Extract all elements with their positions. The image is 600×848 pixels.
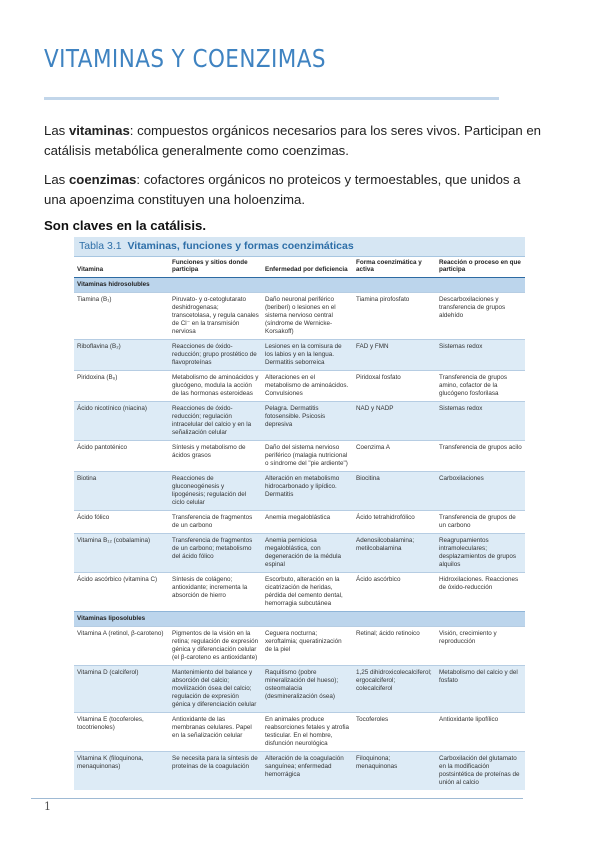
table-cell: Daño del sistema nervioso periférico (malagia nutricional o síndrome del "pie ardiente"): [262, 440, 353, 471]
table-cell: Carboxilaciones: [436, 471, 525, 510]
table-caption: [74, 237, 525, 257]
table-cell: Síntesis de colágeno; antioxidante; incrementa la absorción de hierro: [169, 572, 262, 611]
p2-before: Las: [44, 172, 69, 187]
table-row: [74, 339, 525, 370]
section-label: Vitaminas liposolubles: [74, 611, 525, 626]
table-cell: Ácido tetrahidrofólico: [353, 510, 436, 533]
claves-heading: Son claves en la catálisis.: [44, 218, 207, 233]
table-row: [74, 510, 525, 533]
vitamins-data-table: [74, 257, 525, 790]
table-cell: Ácido nicotínico (niacina): [74, 401, 169, 440]
table-row: [74, 751, 525, 790]
table-cell: Biocitina: [353, 471, 436, 510]
table-cell: Reacciones de gluconeogénesis y lipogénesis; regulación del ciclo celular: [169, 471, 262, 510]
page-number: 1: [44, 800, 51, 813]
table-body: [74, 277, 525, 790]
table-cell: Ceguera nocturna; xeroftalmia; queratinización de la piel: [262, 626, 353, 665]
table-cell: Transferencia de grupos acilo: [436, 440, 525, 471]
table-cell: Síntesis y metabolismo de ácidos grasos: [169, 440, 262, 471]
table-cell: Pelagra. Dermatitis fotosensible. Psicosis depresiva: [262, 401, 353, 440]
coenzimas-paragraph: [44, 170, 544, 209]
table-cell: Coenzima A: [353, 440, 436, 471]
table-cell: Sistemas redox: [436, 401, 525, 440]
table-cell: Transferencia de fragmentos de un carbono; metabolismo del ácido fólico: [169, 533, 262, 572]
table-row: [74, 712, 525, 751]
table-cell: Vitamina K (filoquinona, menaquinonas): [74, 751, 169, 790]
table-cell: Piridoxal fosfato: [353, 370, 436, 401]
header-enfermedad: Enfermedad por deficiencia: [262, 257, 353, 277]
table-cell: Vitamina D (calciferol): [74, 665, 169, 712]
table-cell: Vitamina E (tocoferoles, tocotrienoles): [74, 712, 169, 751]
table-caption-text: Vitaminas, funciones y formas coenzimáticas: [127, 240, 354, 252]
p2-after: : cofactores orgánicos no proteicos y termoestables, que unidos a una apoenzima constituyen una holoenzima.: [44, 172, 521, 207]
table-cell: Carboxilación del glutamato en la modificación postsintética de proteínas de unión al calcio: [436, 751, 525, 790]
table-cell: Reacciones de óxido-reducción; grupo prostético de flavoproteínas: [169, 339, 262, 370]
table-row: [74, 533, 525, 572]
table-cell: Antioxidante lipofílico: [436, 712, 525, 751]
table-cell: Se necesita para la síntesis de proteínas de la coagulación: [169, 751, 262, 790]
table-cell: Tiamina pirofosfato: [353, 292, 436, 339]
table-row: [74, 440, 525, 471]
table-cell: Visión, crecimiento y reproducción: [436, 626, 525, 665]
table-cell: Reagrupamientos intramoleculares; desplazamientos de grupos alquilos: [436, 533, 525, 572]
table-cell: Pigmentos de la visión en la retina; regulación de expresión génica y diferenciación celular (el β-caroteno es antioxidante): [169, 626, 262, 665]
table-cell: Transferencia de grupos amino, cofactor de la glucógeno fosforilasa: [436, 370, 525, 401]
table-cell: Ácido fólico: [74, 510, 169, 533]
table-cell: Riboflavina (B₂): [74, 339, 169, 370]
table-cell: Sistemas redox: [436, 339, 525, 370]
table-row: [74, 572, 525, 611]
table-cell: Metabolismo del calcio y del fosfato: [436, 665, 525, 712]
table-cell: Raquitismo (pobre mineralización del hueso); osteomalacia (desmineralización ósea): [262, 665, 353, 712]
table-cell: Descarboxilaciones y transferencia de grupos aldehído: [436, 292, 525, 339]
table-cell: NAD y NADP: [353, 401, 436, 440]
table-cell: En animales produce reabsorciones fetales y atrofia testicular. En el hombre, disfunción neurológica: [262, 712, 353, 751]
table-cell: Retinal; ácido retinoico: [353, 626, 436, 665]
table-cell: Metabolismo de aminoácidos y glucógeno, modula la acción de las hormonas esteroideas: [169, 370, 262, 401]
table-cell: Reacciones de óxido-reducción; regulación intracelular del calcio y en la señalización celular: [169, 401, 262, 440]
table-cell: 1,25 dihidroxicolecalciferol; ergocalciferol; colecalciferol: [353, 665, 436, 712]
table-cell: Alteración de la coagulación sanguínea; enfermedad hemorrágica: [262, 751, 353, 790]
page-title: VITAMINAS Y COENZIMAS: [44, 44, 326, 73]
table-cell: Anemia megaloblástica: [262, 510, 353, 533]
p1-before: Las: [44, 123, 69, 138]
table-cell: Biotina: [74, 471, 169, 510]
header-reaccion: Reacción o proceso en que participa: [436, 257, 525, 277]
vitaminas-paragraph: [44, 121, 544, 160]
table-header-row: [74, 257, 525, 277]
table-number: Tabla 3.1: [79, 240, 122, 252]
table-cell: Escorbuto, alteración en la cicatrización de heridas, pérdida del cemento dental, hemorragia subcutánea: [262, 572, 353, 611]
table-cell: Ácido pantoténico: [74, 440, 169, 471]
table-cell: Alteración en metabolismo hidrocarbonado y lipídico. Dermatitis: [262, 471, 353, 510]
table-row: [74, 665, 525, 712]
table-row: [74, 292, 525, 339]
header-forma: Forma coenzimática y activa: [353, 257, 436, 277]
table-row: [74, 471, 525, 510]
table-cell: Tiamina (B₁): [74, 292, 169, 339]
footer-rule: [31, 798, 523, 799]
table-row: [74, 401, 525, 440]
table-cell: Piridoxina (B₆): [74, 370, 169, 401]
p2-term: coenzimas: [68, 172, 137, 187]
table-cell: Tocoferoles: [353, 712, 436, 751]
table-cell: FAD y FMN: [353, 339, 436, 370]
table-cell: Adenosilcobalamina; metilcobalamina: [353, 533, 436, 572]
table-cell: Vitamina B₁₂ (cobalamina): [74, 533, 169, 572]
table-section-row: [74, 611, 525, 626]
title-underline: [44, 97, 499, 100]
table-cell: Anemia perniciosa megaloblástica, con degeneración de la médula espinal: [262, 533, 353, 572]
table-cell: Ácido ascórbico (vitamina C): [74, 572, 169, 611]
table-cell: Mantenimiento del balance y absorción del calcio; movilización ósea del calcio; regulación de expresión génica y diferenciación celular: [169, 665, 262, 712]
table-cell: Lesiones en la comisura de los labios y en la lengua. Dermatitis seborreica: [262, 339, 353, 370]
table-cell: Piruvato- y α-cetoglutarato deshidrogenasa; transcetolasa, y regula canales de Cl⁻ en la transmisión nerviosa: [169, 292, 262, 339]
table-cell: Ácido ascórbico: [353, 572, 436, 611]
table-row: [74, 370, 525, 401]
header-vitamina: Vitamina: [74, 257, 169, 277]
p1-after: : compuestos orgánicos necesarios para los seres vivos. Participan en catálisis metabólica generalmente como coenzimas.: [44, 123, 541, 158]
table-row: [74, 626, 525, 665]
vitamins-table: [74, 237, 525, 790]
table-cell: Transferencia de grupos de un carbono: [436, 510, 525, 533]
table-cell: Vitamina A (retinol, β-caroteno): [74, 626, 169, 665]
table-cell: Alteraciones en el metabolismo de aminoácidos. Convulsiones: [262, 370, 353, 401]
section-label: Vitaminas hidrosolubles: [74, 277, 525, 292]
header-funciones: Funciones y sitios donde participa: [169, 257, 262, 277]
p1-term: vitaminas: [68, 123, 130, 138]
table-cell: Filoquinona; menaquinonas: [353, 751, 436, 790]
table-cell: Daño neuronal periférico (beriberi) o lesiones en el sistema nervioso central (síndrome de Wernicke-Korsakoff): [262, 292, 353, 339]
table-cell: Transferencia de fragmentos de un carbono: [169, 510, 262, 533]
table-cell: Hidroxilaciones. Reacciones de óxido-reducción: [436, 572, 525, 611]
table-section-row: [74, 277, 525, 292]
table-cell: Antioxidante de las membranas celulares. Papel en la señalización celular: [169, 712, 262, 751]
